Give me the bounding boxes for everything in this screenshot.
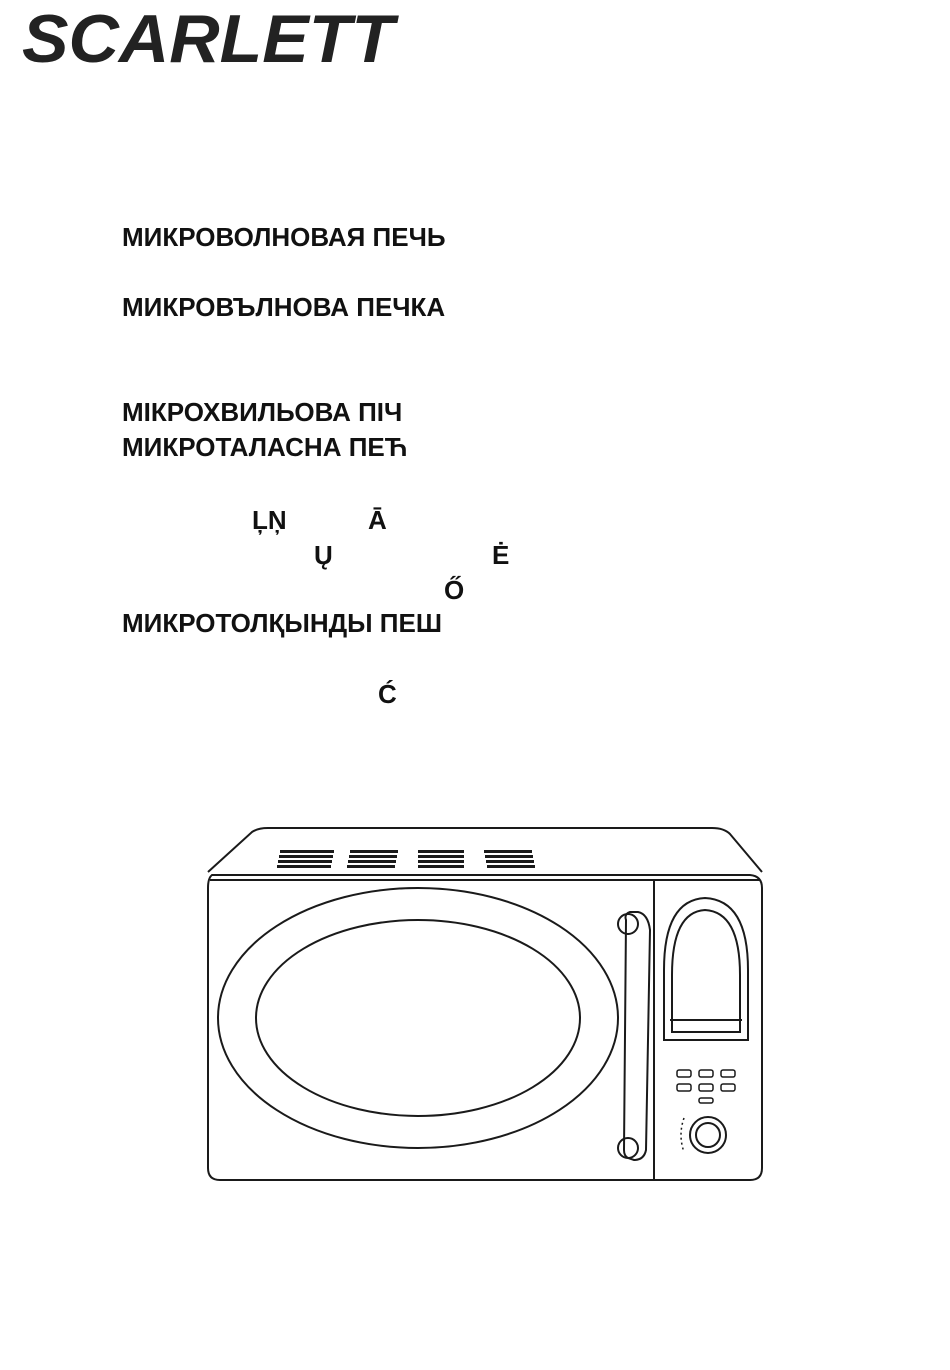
display-arch-outer <box>664 898 748 1040</box>
panel-button <box>677 1070 691 1077</box>
vents <box>277 850 535 868</box>
fragment-croatian: Ć <box>378 679 397 709</box>
vent-2 <box>347 850 398 868</box>
brand-logo <box>22 2 402 72</box>
control-buttons <box>677 1070 735 1103</box>
fragment-lithuanian-1: Ų <box>314 540 333 570</box>
title-kazakh: МИКРОТОЛҚЫНДЫ ПЕШ <box>122 608 442 638</box>
panel-button <box>699 1084 713 1091</box>
door-handle <box>624 912 650 1160</box>
control-dial-inner <box>696 1123 720 1147</box>
panel-button <box>721 1084 735 1091</box>
panel-button <box>699 1070 713 1077</box>
handle-top-cap <box>618 914 638 934</box>
fragment-hungarian: Ő <box>444 575 465 605</box>
logo-wordmark: SCARLETT <box>22 2 400 72</box>
body-outline <box>208 875 762 1180</box>
panel-button <box>721 1070 735 1077</box>
panel-button <box>699 1098 713 1103</box>
door-window-inner <box>256 920 580 1116</box>
vent-4 <box>484 850 535 868</box>
handle-bottom-cap <box>618 1138 638 1158</box>
microwave-illustration <box>200 820 770 1190</box>
vent-3 <box>418 850 464 868</box>
title-ukrainian: МІКРОХВИЛЬОВА ПІЧ <box>122 397 403 427</box>
door-window-outer <box>218 888 618 1148</box>
title-russian: МИКРОВОЛНОВАЯ ПЕЧЬ <box>122 222 446 252</box>
display-arch-inner <box>672 910 740 1032</box>
fragment-latvian-1: ĻŅ <box>252 505 287 535</box>
panel-button <box>677 1084 691 1091</box>
vent-1 <box>277 850 334 868</box>
dial-arc-marks <box>681 1118 684 1152</box>
title-bulgarian: МИКРОВЪЛНОВА ПЕЧКА <box>122 292 446 322</box>
microwave-drawing <box>200 820 770 1190</box>
fragment-lithuanian-2: Ė <box>492 540 510 570</box>
fragment-latvian-2: Ā <box>368 505 387 535</box>
title-serbian: МИКРОТАЛАСНА ПЕЋ <box>122 432 408 462</box>
scarlett-logo-graphic <box>22 2 402 72</box>
